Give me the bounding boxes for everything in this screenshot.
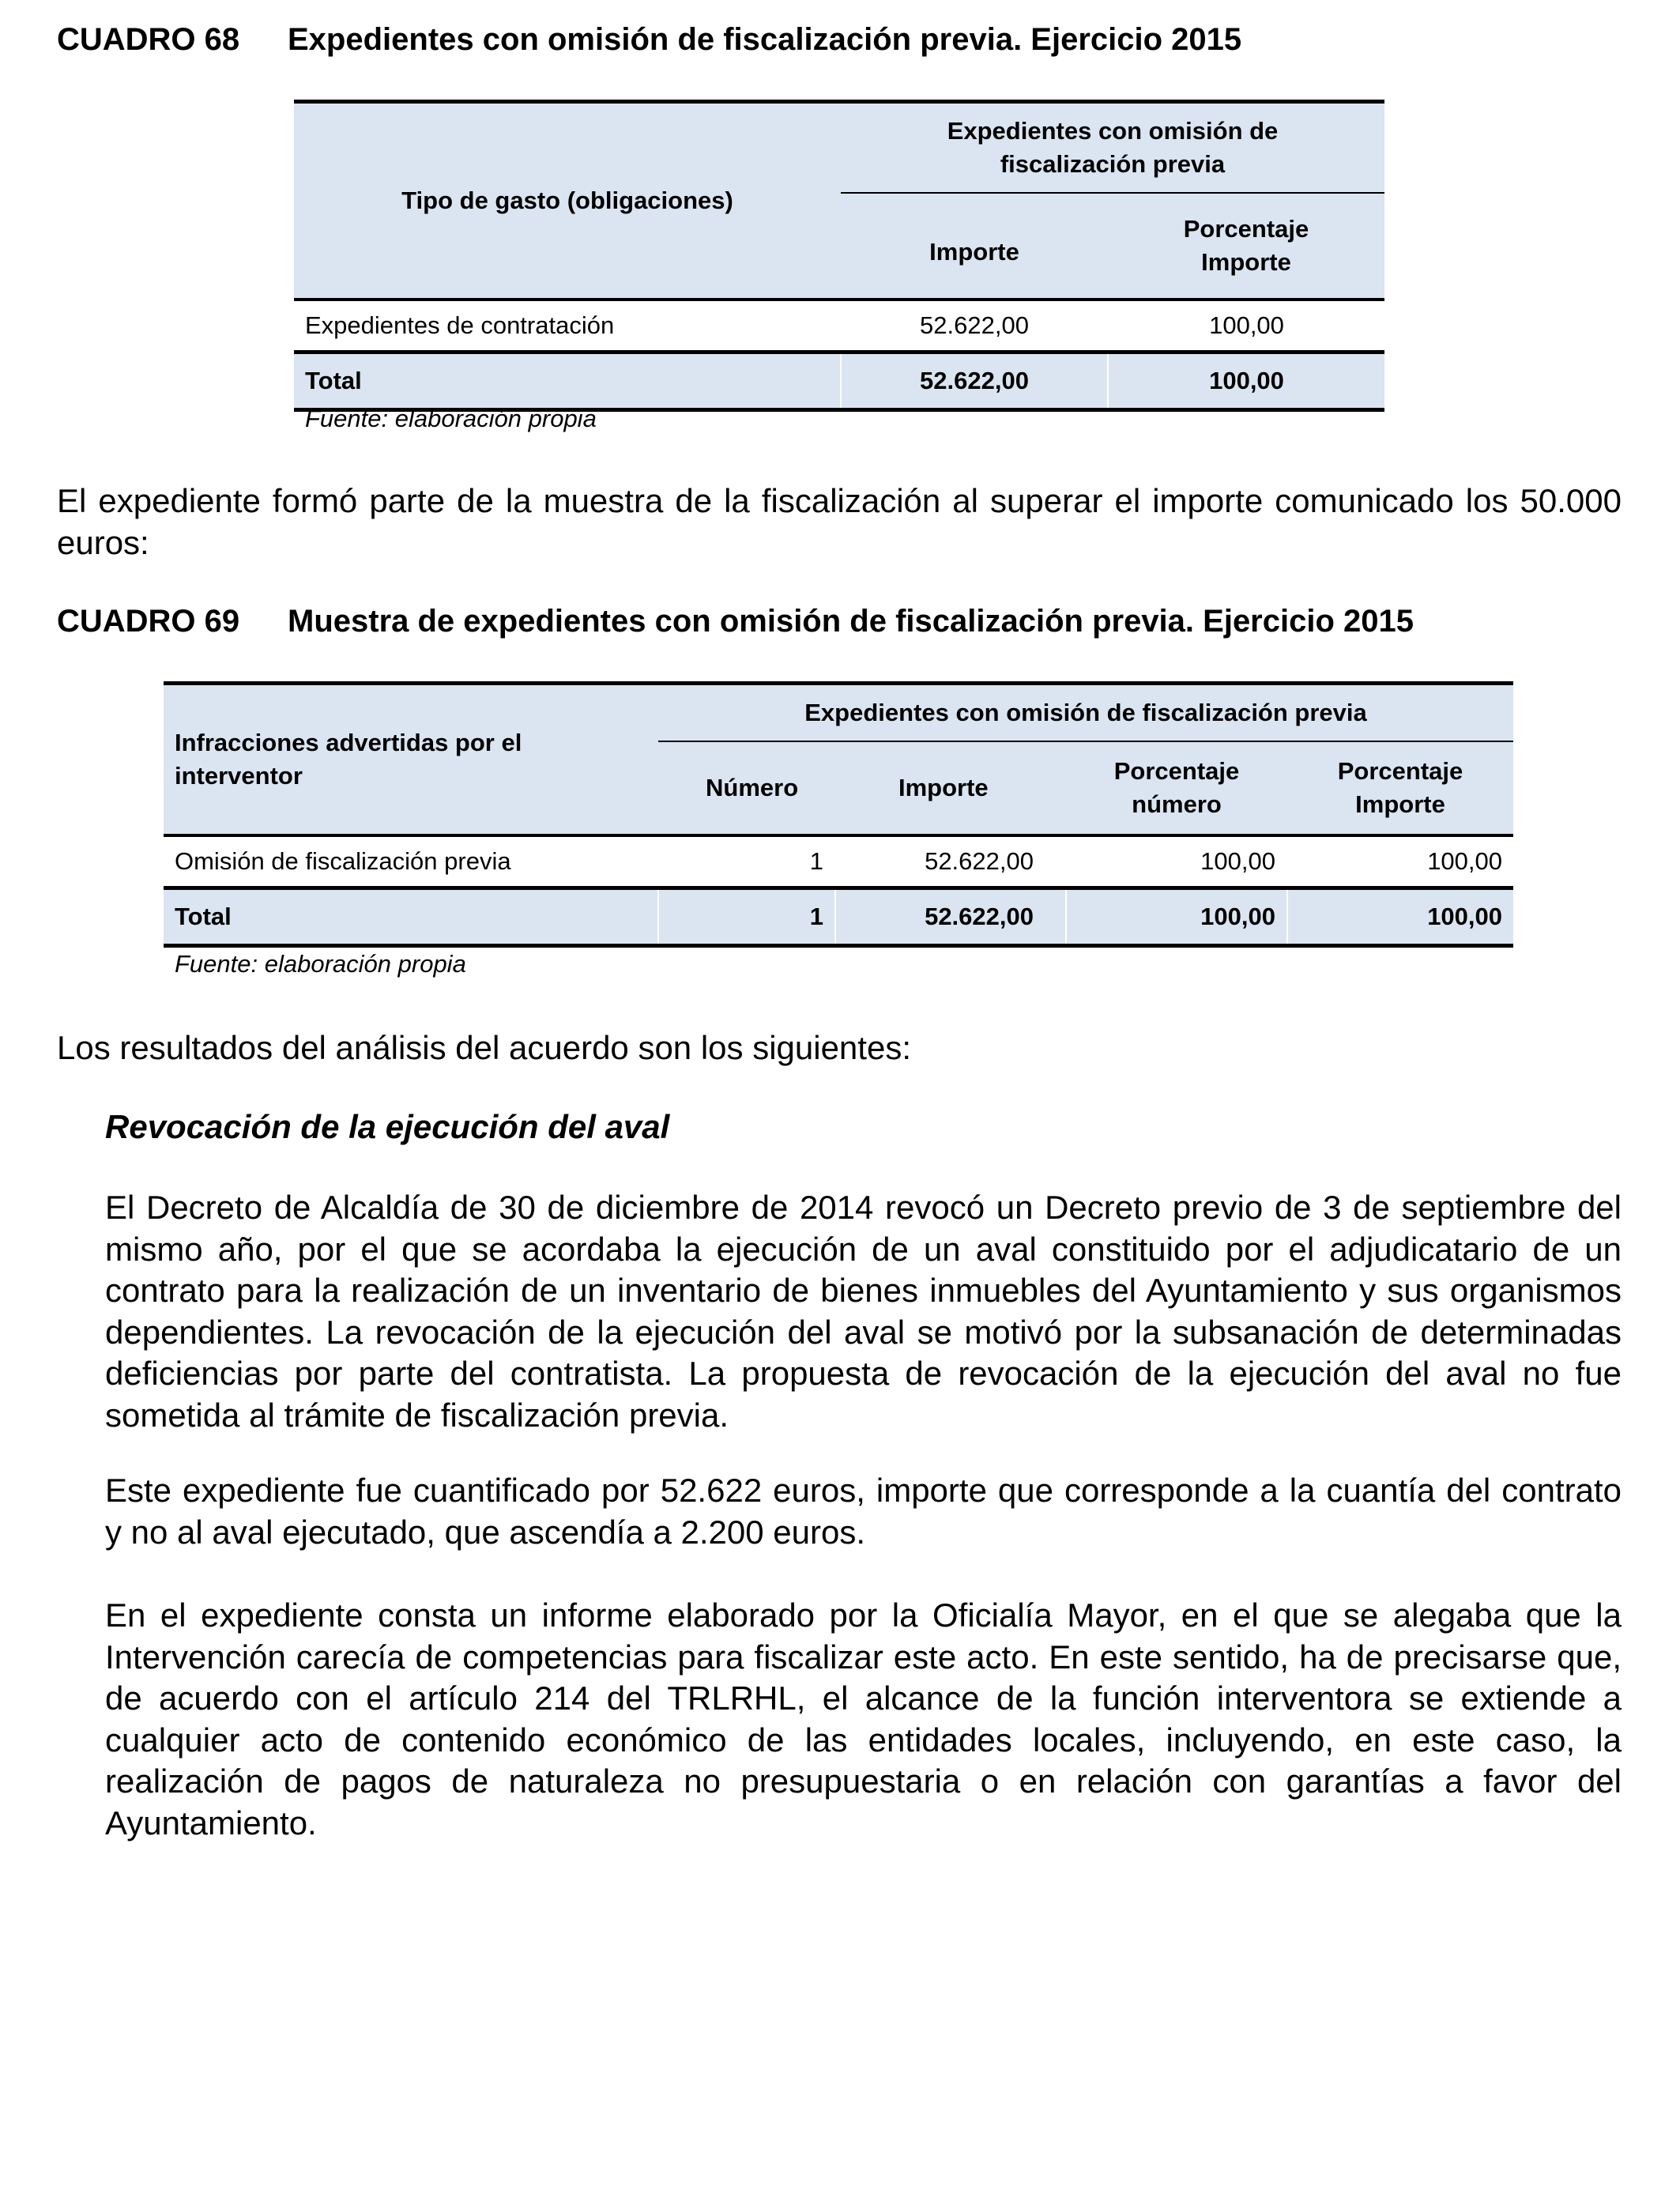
header-importe: Importe (835, 741, 1066, 835)
header-importe: Importe (841, 193, 1108, 300)
row-numero: 1 (658, 835, 835, 888)
total-porcentaje-importe: 100,00 (1287, 888, 1513, 946)
cuadro-69-source: Fuente: elaboración propia (175, 950, 466, 978)
cuadro-68-source: Fuente: elaboración propia (305, 405, 597, 432)
header-porcentaje-importe: Porcentaje Importe (1108, 193, 1384, 300)
header-tipo-gasto: Tipo de gasto (obligaciones) (294, 102, 841, 300)
table-row (294, 300, 1384, 352)
cuadro-68-table (294, 100, 1384, 412)
cuadro-69-table (164, 681, 1513, 948)
section-subheading: Revocación de la ejecución del aval (105, 1108, 670, 1145)
cuadro-69-number: CUADRO 69 (57, 604, 240, 639)
paragraph-intro: El expediente formó parte de la muestra de la fiscalización al superar el importe comunicado los 50.000 euros: (57, 482, 1622, 561)
cuadro-69-title (57, 604, 1414, 639)
header-group: Expedientes con omisión de fiscalización previa (841, 102, 1384, 194)
cuadro-68-title (57, 22, 1241, 58)
cuadro-68-number: CUADRO 68 (57, 22, 240, 57)
row-importe: 52.622,00 (841, 300, 1108, 352)
header-infracciones: Infracciones advertidas por el interventor (164, 684, 658, 836)
row-label: Expedientes de contratación (294, 300, 841, 352)
total-label: Total (164, 888, 658, 946)
paragraph-cuantificacion: Este expediente fue cuantificado por 52.622 euros, importe que corresponde a la cuantía del contrato y no al aval ejecutado, que ascendía a 2.200 euros. (105, 1472, 1622, 1551)
cuadro-69-caption: Muestra de expedientes con omisión de fiscalización previa. Ejercicio 2015 (288, 604, 1414, 639)
row-porcentaje: 100,00 (1108, 300, 1384, 352)
table-total-row (164, 888, 1513, 946)
row-importe: 52.622,00 (835, 835, 1066, 888)
total-label: Total (294, 352, 841, 410)
total-porcentaje-numero: 100,00 (1066, 888, 1287, 946)
total-importe: 52.622,00 (835, 888, 1066, 946)
paragraph-informe: En el expediente consta un informe elaborado por la Oficialía Mayor, en el que se alegaba que la Intervención carecía de competencias para fiscalizar este acto. En este sentido, ha de precisarse que, de acuerdo con el artículo 214 del TRLRHL, el alcance de la función interventora se extiende a cualquier acto de contenido económico de las entidades locales, incluyendo, en este caso, la realización de pagos de naturaleza no presupuestaria o en relación con garantías a favor del Ayuntamiento. (105, 1596, 1622, 1842)
total-numero: 1 (658, 888, 835, 946)
row-porcentaje-importe: 100,00 (1287, 835, 1513, 888)
header-porcentaje-numero: Porcentaje número (1066, 741, 1287, 835)
header-porcentaje-importe: Porcentaje Importe (1287, 741, 1513, 835)
table-row (164, 835, 1513, 888)
total-porcentaje: 100,00 (1108, 352, 1384, 410)
row-porcentaje-numero: 100,00 (1066, 835, 1287, 888)
header-numero: Número (658, 741, 835, 835)
paragraph-resultados: Los resultados del análisis del acuerdo son los siguientes: (57, 1029, 911, 1066)
cuadro-68-caption: Expedientes con omisión de fiscalización previa. Ejercicio 2015 (288, 22, 1242, 57)
row-label: Omisión de fiscalización previa (164, 835, 658, 888)
paragraph-decreto: El Decreto de Alcaldía de 30 de diciembre de 2014 revocó un Decreto previo de 3 de septiembre del mismo año, por el que se acordaba la ejecución de un aval constituido por el adjudicatario de un contrato para la realización de un inventario de bienes inmuebles del Ayuntamiento y sus organismos dependientes. La revocación de la ejecución del aval se motivó por la subsanación de determinadas deficiencias por parte del contratista. La propuesta de revocación de la ejecución del aval no fue sometida al trámite de fiscalización previa. (105, 1189, 1622, 1434)
table-total-row (294, 352, 1384, 410)
header-group: Expedientes con omisión de fiscalización previa (658, 684, 1513, 742)
total-importe: 52.622,00 (841, 352, 1108, 410)
